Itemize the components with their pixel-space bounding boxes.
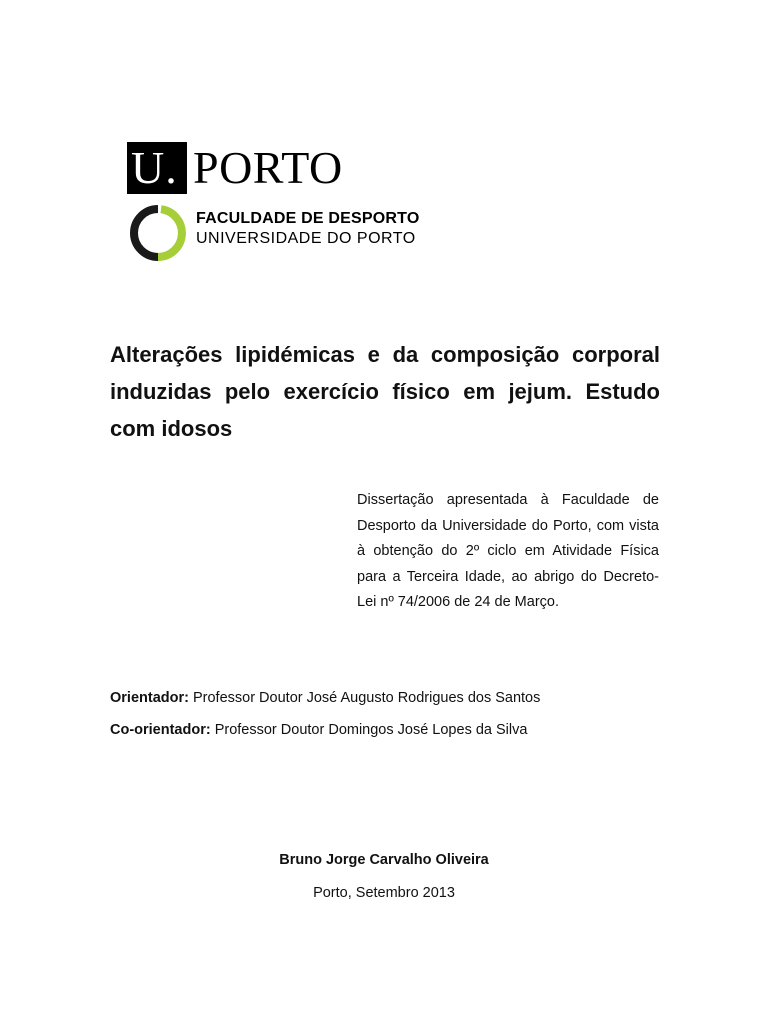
place-date: Porto, Setembro 2013 — [313, 885, 455, 901]
author-name: Bruno Jorge Carvalho Oliveira — [279, 852, 489, 868]
uporto-logo-u-box: U. — [127, 142, 187, 194]
dissertation-note: Dissertação apresentada à Faculdade de Desporto da Universidade do Porto, com vista à obtenção do 2º ciclo em Atividade Física para a Terceira Idade, ao abrigo do Decreto-Lei nº 74/2006 de 24 de Março. — [357, 492, 659, 610]
fade-ring-logo-icon — [128, 203, 188, 263]
coorientador-name: Professor Doutor Domingos José Lopes da Silva — [210, 722, 528, 738]
faculty-name: FACULDADE DE DESPORTO — [196, 210, 420, 227]
orientador-name: Professor Doutor José Augusto Rodrigues dos Santos — [188, 690, 541, 706]
uporto-logo — [127, 142, 343, 194]
coorientador-line — [110, 720, 527, 740]
thesis-title: Alterações lipidémicas e da composição corporal induzidas pelo exercício físico em jejum. Estudo com idosos — [110, 342, 660, 441]
coorientador-label: Co-orientador: — [110, 722, 211, 738]
faculty-logo-text — [196, 209, 419, 249]
orientador-line — [110, 688, 540, 708]
uporto-logo-porto-text: PORTO — [193, 142, 343, 193]
university-name: UNIVERSIDADE DO PORTO — [196, 230, 416, 247]
faculty-logo — [128, 203, 419, 263]
orientador-label: Orientador: — [110, 690, 189, 706]
